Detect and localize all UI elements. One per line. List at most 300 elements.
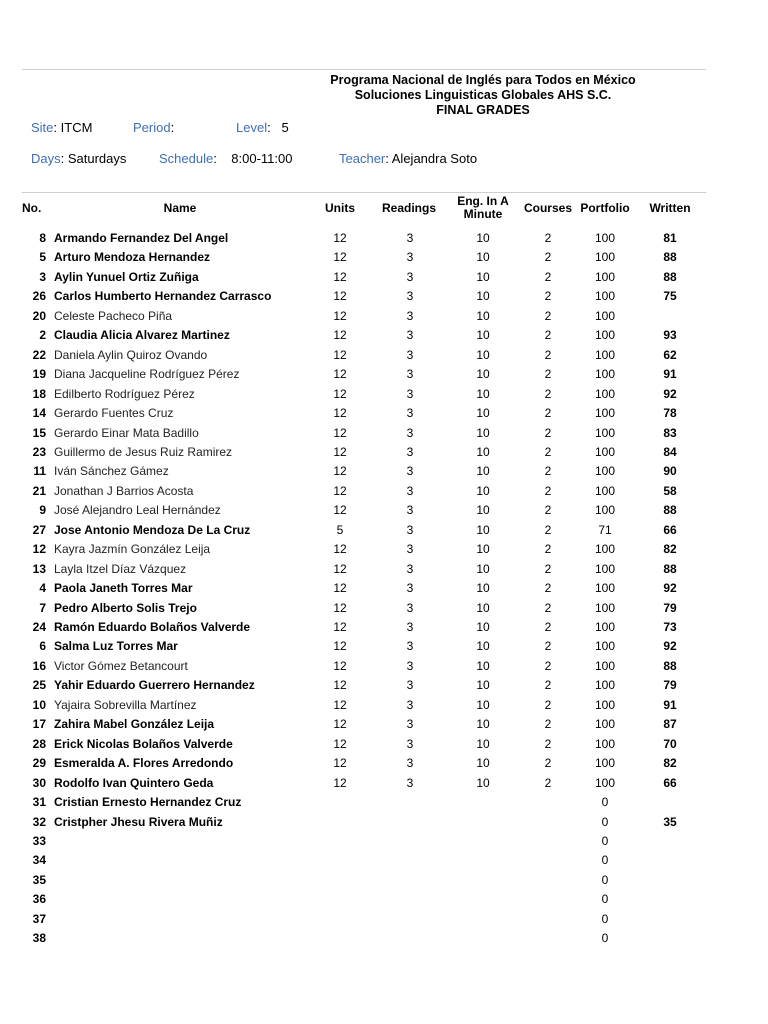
table-row	[0, 774, 768, 793]
level-label: Level	[236, 120, 268, 135]
courses-score: 2	[544, 523, 552, 537]
portfolio-score: 100	[594, 387, 616, 401]
portfolio-score: 100	[594, 309, 616, 323]
student-number: 17	[32, 717, 46, 731]
units-score: 12	[333, 717, 347, 731]
readings-score: 3	[406, 581, 414, 595]
student-name: Rodolfo Ivan Quintero Geda	[54, 776, 214, 790]
student-number: 8	[39, 231, 46, 245]
units-score: 12	[333, 445, 347, 459]
units-score: 12	[333, 387, 347, 401]
readings-score: 3	[406, 620, 414, 634]
col-header-units: Units	[325, 201, 355, 215]
eng-minute-score: 10	[476, 601, 490, 615]
student-name: Salma Luz Torres Mar	[54, 639, 178, 653]
courses-score: 2	[544, 756, 552, 770]
student-name: Yahir Eduardo Guerrero Hernandez	[54, 678, 255, 692]
courses-score: 2	[544, 426, 552, 440]
written-score: 83	[663, 426, 677, 440]
portfolio-score: 100	[594, 542, 616, 556]
units-score: 12	[333, 406, 347, 420]
student-name: Edilberto Rodríguez Pérez	[54, 387, 195, 401]
eng-minute-score: 10	[476, 776, 490, 790]
portfolio-score: 100	[594, 581, 616, 595]
table-row	[0, 501, 768, 520]
student-number: 21	[32, 484, 46, 498]
written-score: 87	[663, 717, 677, 731]
col-header-eng-in-a-minute	[448, 195, 518, 221]
units-score: 12	[333, 737, 347, 751]
written-score: 66	[663, 523, 677, 537]
table-row	[0, 307, 768, 326]
courses-score: 2	[544, 639, 552, 653]
units-score: 12	[333, 756, 347, 770]
student-number: 15	[32, 426, 46, 440]
eng-minute-score: 10	[476, 445, 490, 459]
report-title	[300, 73, 666, 118]
student-name: Claudia Alicia Alvarez Martinez	[54, 328, 230, 342]
table-row	[0, 443, 768, 462]
portfolio-score: 100	[594, 503, 616, 517]
units-score: 12	[333, 581, 347, 595]
student-number: 14	[32, 406, 46, 420]
program-title: Programa Nacional de Inglés para Todos en México	[330, 73, 636, 87]
student-name: Esmeralda A. Flores Arredondo	[54, 756, 234, 770]
student-number: 36	[32, 892, 46, 906]
col-header-portfolio: Portfolio	[580, 201, 630, 215]
table-row	[0, 735, 768, 754]
student-number: 2	[39, 328, 46, 342]
units-score: 12	[333, 678, 347, 692]
portfolio-score: 100	[594, 328, 616, 342]
portfolio-score: 0	[601, 795, 609, 809]
courses-score: 2	[544, 406, 552, 420]
written-score: 62	[663, 348, 677, 362]
readings-score: 3	[406, 309, 414, 323]
units-score: 12	[333, 659, 347, 673]
student-name: Gerardo Fuentes Cruz	[54, 406, 174, 420]
table-row	[0, 618, 768, 637]
portfolio-score: 100	[594, 464, 616, 478]
eng-minute-score: 10	[476, 426, 490, 440]
eng-minute-score: 10	[476, 484, 490, 498]
written-score: 66	[663, 776, 677, 790]
units-score: 12	[333, 328, 347, 342]
readings-score: 3	[406, 639, 414, 653]
units-score: 12	[333, 464, 347, 478]
student-name: José Alejandro Leal Hernández	[54, 503, 221, 517]
table-row	[0, 754, 768, 773]
table-row	[0, 268, 768, 287]
eng-minute-score: 10	[476, 717, 490, 731]
portfolio-score: 100	[594, 270, 616, 284]
courses-score: 2	[544, 562, 552, 576]
portfolio-score: 100	[594, 659, 616, 673]
units-score: 5	[336, 523, 344, 537]
student-number: 28	[32, 737, 46, 751]
written-score: 82	[663, 542, 677, 556]
student-number: 22	[32, 348, 46, 362]
table-row	[0, 793, 768, 812]
readings-score: 3	[406, 601, 414, 615]
readings-score: 3	[406, 348, 414, 362]
student-number: 7	[39, 601, 46, 615]
schedule-label: Schedule	[159, 151, 214, 166]
student-number: 9	[39, 503, 46, 517]
written-score: 75	[663, 289, 677, 303]
teacher-label: Teacher	[339, 151, 386, 166]
portfolio-score: 100	[594, 445, 616, 459]
student-name: Kayra Jazmín González Leija	[54, 542, 211, 556]
written-score: 92	[663, 639, 677, 653]
col-header-name: Name	[163, 201, 197, 215]
table-row	[0, 637, 768, 656]
courses-score: 2	[544, 581, 552, 595]
col-header-readings: Readings	[381, 201, 436, 215]
eng-minute-score: 10	[476, 659, 490, 673]
col-header-written: Written	[649, 201, 691, 215]
courses-score: 2	[544, 348, 552, 362]
portfolio-score: 100	[594, 562, 616, 576]
courses-score: 2	[544, 620, 552, 634]
col-header-no: No.	[22, 201, 42, 215]
units-score: 12	[333, 698, 347, 712]
table-row	[0, 871, 768, 890]
eng-minute-score: 10	[476, 523, 490, 537]
eng-minute-score: 10	[476, 542, 490, 556]
student-number: 5	[39, 250, 46, 264]
table-row	[0, 404, 768, 423]
eng-minute-score: 10	[476, 387, 490, 401]
student-name: Armando Fernandez Del Angel	[54, 231, 229, 245]
student-number: 23	[32, 445, 46, 459]
readings-score: 3	[406, 698, 414, 712]
student-number: 32	[32, 815, 46, 829]
eng-minute-score: 10	[476, 581, 490, 595]
table-row	[0, 540, 768, 559]
courses-score: 2	[544, 678, 552, 692]
readings-score: 3	[406, 289, 414, 303]
portfolio-score: 100	[594, 289, 616, 303]
portfolio-score: 100	[594, 717, 616, 731]
student-number: 29	[32, 756, 46, 770]
days-value: Saturdays	[67, 151, 127, 166]
student-number: 33	[32, 834, 46, 848]
courses-score: 2	[544, 698, 552, 712]
student-number: 4	[39, 581, 46, 595]
student-name: Yajaira Sobrevilla Martínez	[54, 698, 197, 712]
courses-score: 2	[544, 776, 552, 790]
courses-score: 2	[544, 445, 552, 459]
schedule-value: 8:00-11:00	[231, 151, 293, 166]
days-label: Days	[31, 151, 61, 166]
courses-score: 2	[544, 542, 552, 556]
readings-score: 3	[406, 542, 414, 556]
written-score: 93	[663, 328, 677, 342]
units-score: 12	[333, 270, 347, 284]
student-name: Ramón Eduardo Bolaños Valverde	[54, 620, 251, 634]
units-score: 12	[333, 503, 347, 517]
courses-score: 2	[544, 717, 552, 731]
level-field: Level: 5	[236, 120, 289, 135]
student-name: Iván Sánchez Gámez	[54, 464, 169, 478]
student-name: Cristpher Jhesu Rivera Muñiz	[54, 815, 223, 829]
student-number: 38	[32, 931, 46, 945]
portfolio-score: 0	[601, 815, 609, 829]
portfolio-score: 100	[594, 737, 616, 751]
eng-minute-score: 10	[476, 678, 490, 692]
teacher-field: Teacher: Alejandra Soto	[339, 151, 478, 166]
readings-score: 3	[406, 464, 414, 478]
eng-minute-score: 10	[476, 639, 490, 653]
table-row	[0, 346, 768, 365]
courses-score: 2	[544, 387, 552, 401]
eng-minute-score: 10	[476, 464, 490, 478]
period-label: Period	[133, 120, 171, 135]
readings-score: 3	[406, 406, 414, 420]
readings-score: 3	[406, 484, 414, 498]
portfolio-score: 100	[594, 250, 616, 264]
student-name: Zahira Mabel González Leija	[54, 717, 215, 731]
units-score: 12	[333, 620, 347, 634]
portfolio-score: 0	[601, 892, 609, 906]
eng-minute-score: 10	[476, 367, 490, 381]
written-score: 91	[663, 698, 677, 712]
student-number: 35	[32, 873, 46, 887]
readings-score: 3	[406, 387, 414, 401]
eng-minute-score: 10	[476, 309, 490, 323]
written-score: 90	[663, 464, 677, 478]
days-field: Days: Saturdays	[31, 151, 127, 166]
written-score: 79	[663, 601, 677, 615]
table-row	[0, 715, 768, 734]
table-row	[0, 832, 768, 851]
student-name: Carlos Humberto Hernandez Carrasco	[54, 289, 272, 303]
student-number: 12	[32, 542, 46, 556]
student-name: Victor Gómez Betancourt	[54, 659, 188, 673]
student-name: Pedro Alberto Solis Trejo	[54, 601, 197, 615]
portfolio-score: 100	[594, 698, 616, 712]
written-score: 92	[663, 387, 677, 401]
portfolio-score: 0	[601, 853, 609, 867]
eng-minute-score: 10	[476, 756, 490, 770]
portfolio-score: 100	[594, 756, 616, 770]
student-number: 20	[32, 309, 46, 323]
eng-minute-score: 10	[476, 503, 490, 517]
courses-score: 2	[544, 250, 552, 264]
readings-score: 3	[406, 367, 414, 381]
student-name: Gerardo Einar Mata Badillo	[54, 426, 199, 440]
courses-score: 2	[544, 309, 552, 323]
table-row	[0, 910, 768, 929]
written-score: 88	[663, 250, 677, 264]
portfolio-score: 100	[594, 231, 616, 245]
student-number: 6	[39, 639, 46, 653]
portfolio-score: 71	[598, 523, 612, 537]
units-score: 12	[333, 426, 347, 440]
units-score: 12	[333, 367, 347, 381]
written-score: 82	[663, 756, 677, 770]
table-row	[0, 851, 768, 870]
final-grades-title: FINAL GRADES	[436, 103, 530, 117]
col-header-eng-line1: Eng. In A	[457, 194, 509, 208]
student-number: 10	[32, 698, 46, 712]
readings-score: 3	[406, 678, 414, 692]
table-row	[0, 287, 768, 306]
table-row	[0, 482, 768, 501]
eng-minute-score: 10	[476, 250, 490, 264]
units-score: 12	[333, 542, 347, 556]
level-value: 5	[281, 120, 289, 135]
units-score: 12	[333, 601, 347, 615]
student-number: 30	[32, 776, 46, 790]
student-name: Celeste Pacheco Piña	[54, 309, 173, 323]
table-row	[0, 560, 768, 579]
company-title: Soluciones Linguisticas Globales AHS S.C.	[354, 88, 612, 102]
courses-score: 2	[544, 464, 552, 478]
eng-minute-score: 10	[476, 270, 490, 284]
student-name: Layla Itzel Díaz Vázquez	[54, 562, 187, 576]
readings-score: 3	[406, 562, 414, 576]
table-row	[0, 676, 768, 695]
written-score: 70	[663, 737, 677, 751]
table-row	[0, 424, 768, 443]
student-name: Aylin Yunuel Ortiz Zuñiga	[54, 270, 199, 284]
schedule-field: Schedule: 8:00-11:00	[159, 151, 293, 166]
table-row	[0, 326, 768, 345]
written-score: 88	[663, 659, 677, 673]
written-score: 73	[663, 620, 677, 634]
table-row	[0, 929, 768, 948]
readings-score: 3	[406, 426, 414, 440]
teacher-value: Alejandra Soto	[391, 151, 478, 166]
courses-score: 2	[544, 367, 552, 381]
eng-minute-score: 10	[476, 406, 490, 420]
eng-minute-score: 10	[476, 737, 490, 751]
student-name: Daniela Aylin Quiroz Ovando	[54, 348, 208, 362]
student-number: 11	[33, 464, 46, 478]
student-name: Paola Janeth Torres Mar	[54, 581, 193, 595]
header-bottom-rule	[22, 192, 706, 193]
portfolio-score: 100	[594, 484, 616, 498]
student-name: Erick Nicolas Bolaños Valverde	[54, 737, 233, 751]
student-number: 18	[32, 387, 46, 401]
readings-score: 3	[406, 328, 414, 342]
student-name: Cristian Ernesto Hernandez Cruz	[54, 795, 242, 809]
period-field: Period:	[133, 120, 175, 135]
units-score: 12	[333, 484, 347, 498]
portfolio-score: 0	[601, 873, 609, 887]
readings-score: 3	[406, 737, 414, 751]
table-row	[0, 521, 768, 540]
courses-score: 2	[544, 484, 552, 498]
student-number: 19	[32, 367, 46, 381]
units-score: 12	[333, 289, 347, 303]
table-row	[0, 696, 768, 715]
portfolio-score: 100	[594, 620, 616, 634]
portfolio-score: 100	[594, 601, 616, 615]
units-score: 12	[333, 639, 347, 653]
portfolio-score: 0	[601, 912, 609, 926]
units-score: 12	[333, 309, 347, 323]
written-score: 91	[663, 367, 677, 381]
portfolio-score: 100	[594, 678, 616, 692]
table-row	[0, 657, 768, 676]
table-row	[0, 599, 768, 618]
readings-score: 3	[406, 503, 414, 517]
units-score: 12	[333, 776, 347, 790]
readings-score: 3	[406, 523, 414, 537]
readings-score: 3	[406, 231, 414, 245]
col-header-eng-line2: Minute	[463, 207, 503, 221]
table-row	[0, 579, 768, 598]
written-score: 88	[663, 503, 677, 517]
written-score: 79	[663, 678, 677, 692]
written-score: 58	[663, 484, 677, 498]
table-row	[0, 248, 768, 267]
courses-score: 2	[544, 270, 552, 284]
portfolio-score: 0	[601, 834, 609, 848]
student-number: 27	[32, 523, 46, 537]
readings-score: 3	[406, 250, 414, 264]
eng-minute-score: 10	[476, 328, 490, 342]
units-score: 12	[333, 348, 347, 362]
student-number: 34	[32, 853, 46, 867]
eng-minute-score: 10	[476, 348, 490, 362]
portfolio-score: 100	[594, 639, 616, 653]
student-name: Jose Antonio Mendoza De La Cruz	[54, 523, 251, 537]
student-name: Diana Jacqueline Rodríguez Pérez	[54, 367, 240, 381]
portfolio-score: 100	[594, 367, 616, 381]
courses-score: 2	[544, 601, 552, 615]
portfolio-score: 100	[594, 348, 616, 362]
units-score: 12	[333, 562, 347, 576]
units-score: 12	[333, 250, 347, 264]
readings-score: 3	[406, 659, 414, 673]
courses-score: 2	[544, 659, 552, 673]
readings-score: 3	[406, 445, 414, 459]
table-row	[0, 462, 768, 481]
table-row	[0, 229, 768, 248]
readings-score: 3	[406, 776, 414, 790]
courses-score: 2	[544, 231, 552, 245]
col-header-courses: Courses	[523, 201, 573, 215]
units-score: 12	[333, 231, 347, 245]
student-name: Arturo Mendoza Hernandez	[54, 250, 211, 264]
portfolio-score: 100	[594, 776, 616, 790]
written-score: 84	[663, 445, 677, 459]
courses-score: 2	[544, 328, 552, 342]
readings-score: 3	[406, 756, 414, 770]
student-number: 3	[39, 270, 46, 284]
table-row	[0, 385, 768, 404]
portfolio-score: 0	[601, 931, 609, 945]
student-number: 16	[32, 659, 46, 673]
student-name: Guillermo de Jesus Ruiz Ramirez	[54, 445, 233, 459]
site-field: Site: ITCM	[31, 120, 93, 135]
courses-score: 2	[544, 503, 552, 517]
top-rule	[22, 69, 706, 70]
student-number: 24	[32, 620, 46, 634]
portfolio-score: 100	[594, 426, 616, 440]
written-score: 35	[663, 815, 677, 829]
written-score: 78	[663, 406, 677, 420]
written-score: 92	[663, 581, 677, 595]
student-number: 26	[32, 289, 46, 303]
site-value: ITCM	[60, 120, 93, 135]
student-number: 37	[32, 912, 46, 926]
courses-score: 2	[544, 737, 552, 751]
